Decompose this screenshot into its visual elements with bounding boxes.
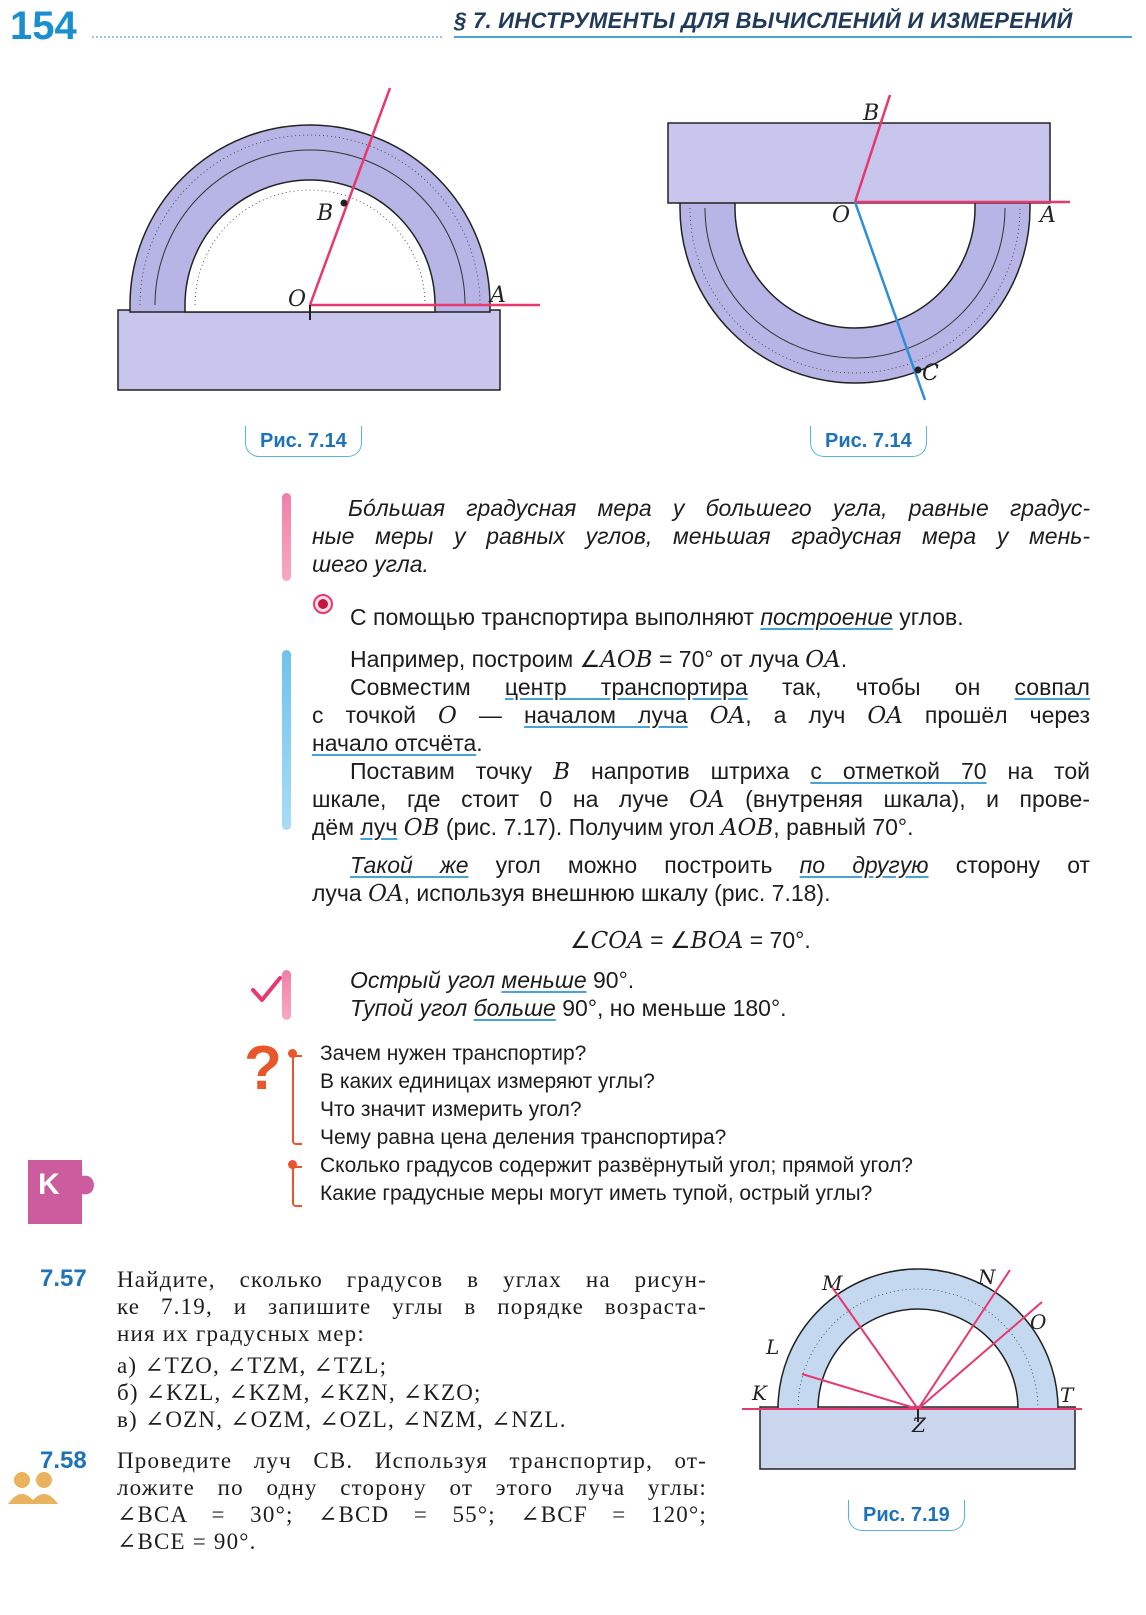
exercise-7-58-line-1: Проведите луч CB. Используя транспортир, от- (117, 1448, 707, 1473)
step-3-line: начало отсчёта. (312, 730, 483, 756)
exercise-7-58-number: 7.58 (40, 1447, 87, 1474)
label-b: B (317, 201, 334, 226)
acute-angle-line: Острый угол меньше 90°. (350, 967, 635, 993)
checkmark-icon (250, 975, 284, 1005)
rule-line-2: ные меры у равных углов, меньшая градусная мера у мень- (312, 523, 1090, 549)
step-4-line: Поставим точку B напротив штриха с отметкой 70 на той (350, 758, 1090, 785)
step-2-line: с точкой O — началом луча OA, а луч OA прошёл через (312, 702, 1090, 729)
label-m: M (822, 1271, 843, 1295)
formula: ∠COA = ∠BOA = 70°. (570, 927, 811, 954)
question-1: Зачем нужен транспортир? (320, 1042, 587, 1065)
example-line: Например, построим ∠AOB = 70° от луча OA. (350, 646, 848, 673)
exercise-7-58-line-4: ∠BCE = 90°. (117, 1529, 257, 1554)
caption-fig-bottom: Рис. 7.19 (848, 1500, 965, 1531)
construction-intro: С помощью транспортира выполняют построение углов. (350, 604, 964, 630)
page-number: 154 (10, 4, 77, 48)
label-c: C (922, 361, 939, 386)
label-l: L (766, 1335, 780, 1359)
label-b: B (863, 101, 880, 126)
same-angle-line-2: луча OA, используя внешнюю шкалу (рис. 7.18). (312, 880, 831, 907)
label-o: O (288, 287, 307, 312)
exercise-7-57-line-2: ке 7.19, и запишите углы в порядке возраста- (117, 1294, 707, 1319)
step-5-line: шкале, где стоит 0 на луче OA (внутреняя шкала), и прове- (312, 786, 1090, 813)
question-bracket-2 (292, 1166, 302, 1207)
exercise-7-57-line-1: Найдите, сколько градусов в углах на рисун- (117, 1267, 707, 1292)
exercise-7-57-number: 7.57 (40, 1265, 87, 1292)
exercise-7-58-line-2: ложите по одну сторону от этого луча углы: (117, 1475, 707, 1500)
protractor-arc-bottom (778, 1269, 1058, 1409)
label-z: Z (912, 1413, 926, 1437)
section-title: § 7. ИНСТРУМЕНТЫ ДЛЯ ВЫЧИСЛЕНИЙ И ИЗМЕРЕНИЙ (454, 8, 1073, 33)
label-n: N (978, 1265, 996, 1289)
header-rule (454, 36, 1132, 38)
question-3: Что значит измерить угол? (320, 1098, 582, 1121)
label-t: T (1060, 1383, 1074, 1407)
exercise-7-57-part-b: б) ∠KZL, ∠KZM, ∠KZN, ∠KZO; (117, 1380, 482, 1405)
question-4: Чему равна цена деления транспортира? (320, 1126, 727, 1149)
label-a: A (490, 283, 506, 308)
figure-protractor-bottom (742, 1262, 1092, 1474)
exercise-7-57-part-c: в) ∠OZN, ∠OZM, ∠OZL, ∠NZM, ∠NZL. (117, 1407, 567, 1432)
rule-marker-bar (282, 493, 291, 581)
caption-fig-left: Рис. 7.14 (245, 426, 362, 457)
rule-line-1: Бóльшая градусная мера у большего угла, равные градус- (348, 495, 1090, 521)
label-o: O (1030, 1310, 1047, 1334)
step-6-line: дём луч OB (рис. 7.17). Получим угол AOB, равный 70°. (312, 814, 914, 841)
same-angle-line-1: Такой же угол можно построить по другую сторону от (350, 852, 1091, 878)
question-2: В каких единицах измеряют углы? (320, 1070, 655, 1093)
ruler-left (118, 310, 500, 390)
k-badge-label: K (38, 1168, 60, 1201)
exercise-7-57-part-a: а) ∠TZO, ∠TZM, ∠TZL; (117, 1353, 388, 1378)
step-1-line: Совместим центр транспортира так, чтобы он совпал (350, 674, 1090, 700)
figure-protractor-right (660, 90, 1080, 410)
example-marker-bar (282, 650, 291, 830)
target-icon (312, 593, 334, 615)
question-5: Сколько градусов содержит развёрнутый угол; прямой угол? (320, 1154, 913, 1177)
figure-protractor-left (110, 80, 550, 400)
question-6: Какие градусные меры могут иметь тупой, острый углы? (320, 1182, 873, 1205)
rule-line-3: шего угла. (312, 551, 429, 577)
label-a: A (1040, 203, 1056, 228)
label-o: O (832, 203, 851, 228)
obtuse-angle-line: Тупой угол больше 90°, но меньше 180°. (350, 995, 787, 1021)
question-bracket-1 (292, 1055, 302, 1145)
note-marker-bar (282, 970, 291, 1020)
exercise-7-58-line-3: ∠BCA = 30°; ∠BCD = 55°; ∠BCF = 120°; (117, 1502, 707, 1527)
pair-work-icon (4, 1470, 62, 1506)
question-mark-icon: ? (244, 1034, 282, 1103)
exercise-7-57-line-3: ния их градусных мер: (117, 1321, 365, 1346)
header-dotted-line (92, 36, 442, 38)
label-k: K (752, 1381, 767, 1405)
caption-fig-right: Рис. 7.14 (810, 426, 927, 457)
